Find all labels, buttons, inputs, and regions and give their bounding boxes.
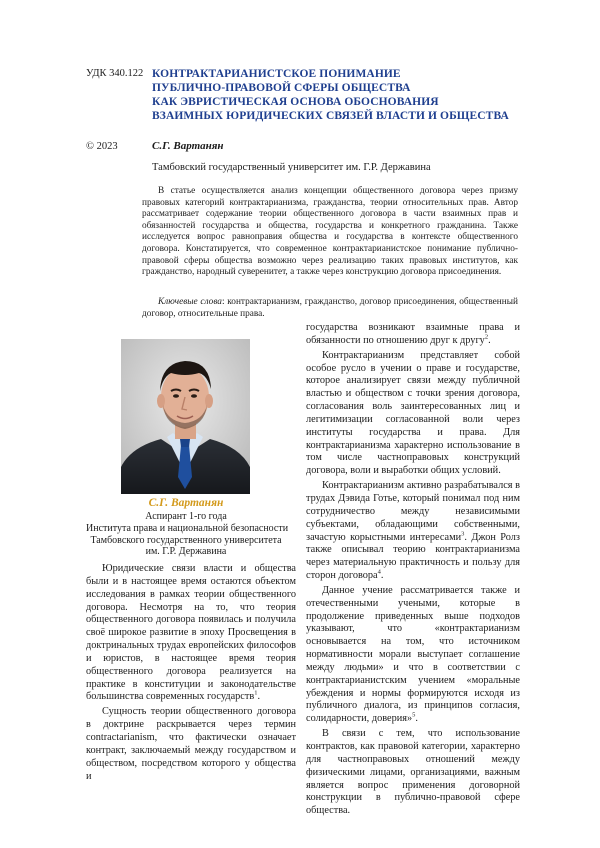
abstract: В статье осуществляется анализ концепции общественного договора через призму правовых категорий контрактарианизма, гражданства, теории относительных прав. Автор рассматривает содержание теории общественного договора в части взаимных прав и обязанностей государства и общества, государства и конкретного гражданина. Также исследуется вопрос равноправия общества и государства в контексте общественного договора. Констатируется, что современное контрактарианистское понимание публично-правовой сферы общества возможно через реализацию таких правовых институтов, как гражданство, народный суверенитет, а также через конструкцию договора присоединения. [142,186,518,278]
left-paragraph-2: Сущность теории общественного договора в доктрине раскрывается через термин contractarianism, что фактически означает контракт, заключаемый между государством и обществом, посредством которого у общества и [86,706,296,782]
title-line-4: ВЗАИМНЫХ ЮРИДИЧЕСКИХ СВЯЗЕЙ ВЛАСТИ И ОБЩЕСТВА [152,110,509,122]
left-paragraph-1: Юридические связи власти и общества были и в настоящее время остаются объектом исследования в рамках теории общественного договора. Несмотря на то, что теория общественного договора появилась и получила своё широкое развитие в эпоху Просвещения в доктринальных трудах европейских философов и юристов, в настоящее время теория общественного договора реализуется на практике в конституции и законодательстве большинства современных государств$^1$. [86,563,296,703]
author-affiliation: Тамбовский государственный университет им. Г.Р. Державина [152,162,431,173]
right-paragraph-0-text: государства возникают взаимные права и обязанности по отношению друг к другу [306,322,520,346]
portrait-image [121,339,250,494]
title-line-1: КОНТРАКТАРИАНИСТСКОЕ ПОНИМАНИЕ [152,68,401,80]
footnote-ref-3: 3 [461,530,465,538]
left-paragraph-1-text: Юридические связи власти и общества были и в настоящее время остаются объектом исследования в рамках теории общественного договора. Несмотря на то, что теория общественного договора появилась и получила своё широкое развитие в эпоху Просвещения в доктринальных трудах европейских философов и юристов, в настоящее время теория общественного договора реализуется на практике в конституции и законодательстве большинства современных государств [86,563,296,703]
footnote-ref-1: 1 [254,690,258,698]
footnote-ref-2: 2 [484,333,489,341]
article-title [152,67,542,123]
photo-caption-role [86,511,289,558]
caption-role-line-1: Аспирант 1-го года [145,511,227,522]
right-paragraph-3: Данное учение рассматривается также и отечественными учеными, которые в продолжение приведенных выше подходов указывают, что «контрактарианизм основывается на том, что источником нормативности морали выступает соглашение между людьми» и что в соответствии с контрактарианистским учением «моральные убеждения и нормы формируются исходя из публичного диалога, из принципов согласия, солидарности, доверия»$^5$. [306,584,520,725]
footnote-ref-4: 4 [377,568,381,576]
right-paragraph-3-text: Данное учение рассматривается также и отечественными учеными, которые в продолжение приведенных выше подходов указывают, что «контрактарианизм основывается на том, что источником нормативности морали выступает соглашение между людьми» и что в соответствии с контрактарианистским учением «моральные убеждения и нормы формируются исходя из публичного диалога, из принципов согласия, солидарности, доверия» [306,584,520,725]
caption-role-line-4: им. Г.Р. Державина [145,546,227,558]
udk-code: УДК 340.122 [86,68,144,79]
keywords-text: : контрактарианизм, гражданство, договор присоединения, общественный договор, относительные права. [142,297,518,319]
copyright: © 2023 [86,141,118,152]
right-paragraph-4: В связи с тем, что использование контрактов, как правовой категории, характерно для частноправовых отношений между физическими лицами, организациями, важным является вопрос применения договорной конструкции в публично-правовой сфере общества. [306,728,520,817]
author-name: С.Г. Вартанян [152,140,224,152]
keywords [142,297,518,320]
right-column [306,322,520,818]
right-paragraph-2-text-b: . Джон Ролз также описывал теорию контрактарианизма через материальную практичность и пользу для сторон договора [306,531,520,582]
right-paragraph-0: государства возникают взаимные права и обязанности по отношению друг к другу$^2$. [306,322,520,346]
right-paragraph-1: Контрактарианизм представляет собой особое русло в учении о праве и государстве, которое анализирует связи между публичной властью и обществом с точки зрения договора, согласования воль заинтересованных лиц и легитимизации согласованной воли через институты государства и права. Для контрактарианизма характерно использование в том числе частноправовых конструкций договора, воли и выработки общих условий. [306,349,520,477]
right-paragraph-2-text-a: Контрактарианизм активно разрабатывался в трудах Дэвида Готье, который понимал под ним сотрудничество между независимыми субъектами, обладающими собственными, зачастую корыстными интересами [306,480,520,543]
photo-caption-name: С.Г. Вартанян [148,497,224,509]
keywords-label: Ключевые слова [158,297,222,307]
title-line-3: КАК ЭВРИСТИЧЕСКАЯ ОСНОВА ОБОСНОВАНИЯ [152,96,439,108]
caption-role-line-3: Тамбовского государственного университета [90,534,282,546]
title-line-2: ПУБЛИЧНО-ПРАВОВОЙ СФЕРЫ ОБЩЕСТВА [152,82,411,94]
footnote-ref-5: 5 [412,711,416,719]
left-column [86,563,296,783]
caption-role-line-2: Института права и национальной безопасности [86,522,289,534]
right-paragraph-2: Контрактарианизм активно разрабатывался в трудах Дэвида Готье, который понимал под ним сотрудничество между независимыми субъектами, обладающими собственными, зачастую корыстными интересами$^3$. Джон Ролз также описывал теорию контрактарианизма через материальную практичность и пользу для сторон договора$^4$. [306,480,520,582]
author-photo [121,339,250,494]
